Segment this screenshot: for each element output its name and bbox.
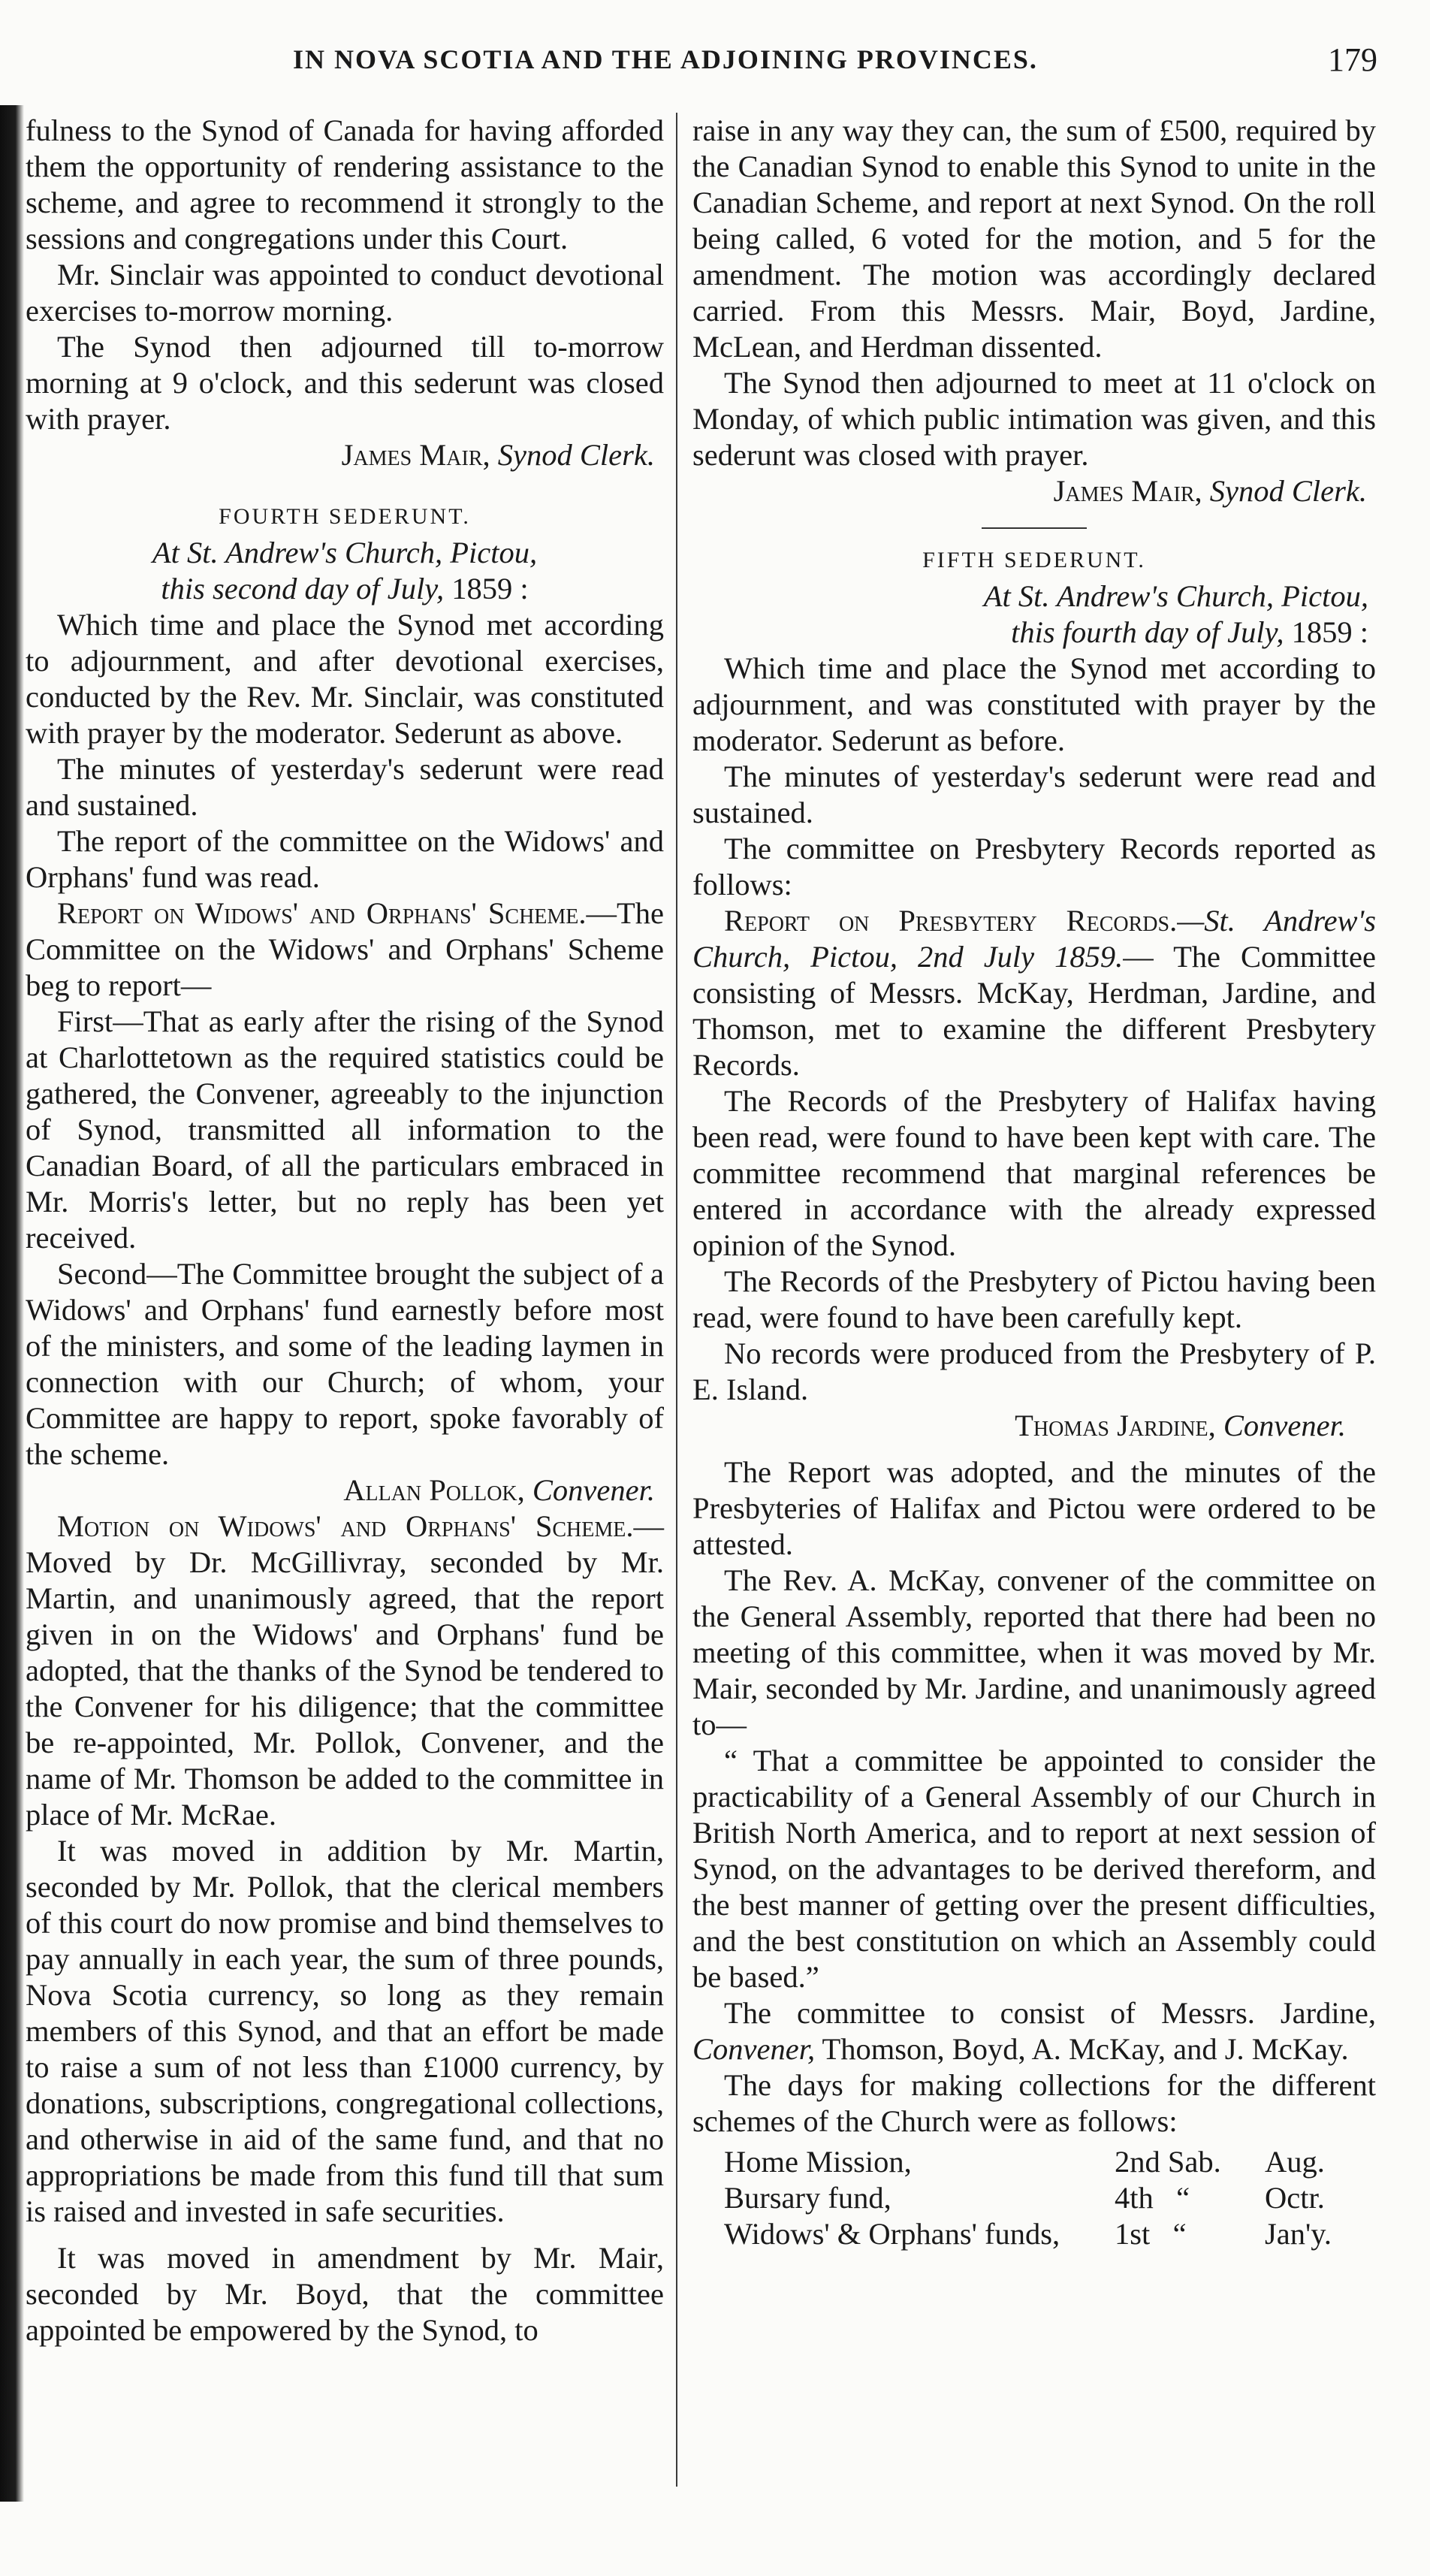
paragraph: The Records of the Presbytery of Pictou having been read, were found to have been carefully kept. [692,1264,1376,1334]
fund-name: Bursary fund, [724,2181,891,2215]
section-heading: FIFTH SEDERUNT. [922,548,1146,572]
paragraph: The minutes of yesterday's sederunt were read and sustained. [692,760,1376,829]
session-place [692,578,1376,651]
signature-title: Convener. [532,1473,655,1507]
paragraph: The Report was adopted, and the minutes of the Presbyteries of Halifax and Pictou were ordered to be attested. [692,1455,1376,1561]
fund-name: Home Mission, [724,2145,912,2179]
paragraph [692,1995,1376,2067]
report-place: —St. Andrew's Church, Pictou, 2nd July 1859. [692,904,1376,974]
paragraph: Which time and place the Synod met according to adjournment, and was constituted with prayer by the moderator. Sederunt as before. [692,651,1376,757]
section-rule [982,527,1087,529]
signature-name: James Mair, [1053,474,1202,508]
place-line: At St. Andrew's Church, Pictou, [983,579,1368,613]
place-year: 1859 : [451,572,529,605]
paragraph-text: Thomson, Boyd, A. McKay, and J. McKay. [822,2032,1349,2066]
place-date: this fourth day of July, [1011,615,1284,649]
collection-day: 2nd Sab. [1115,2145,1221,2179]
report-paragraph [692,903,1376,1083]
paragraph: The Records of the Presbytery of Halifax having been read, were found to have been kept with care. The committee recommend that marginal references be entered in accordance with the already expressed opinion of the Synod. [692,1084,1376,1262]
signature-name: Allan Pollok, [343,1473,525,1507]
signature-name: James Mair, [341,438,490,472]
collection-month: Octr. [1265,2181,1325,2215]
collection-day: 1st “ [1115,2217,1187,2251]
paragraph: The Rev. A. McKay, convener of the committee on the General Assembly, reported that there had been no meeting of this committee, when it was moved by Mr. Mair, seconded by Mr. Jardine, and unanimously agreed to— [692,1563,1376,1741]
paragraph: First—That as early after the rising of the Synod at Charlottetown as the required statistics could be gathered, the Convener, agreeably to the injunction of Synod, transmitted all information to the Canadian Board, of all the particulars embraced in Mr. Morris's letter, but no reply has been yet received. [26,1004,664,1255]
column-divider [676,113,677,2487]
page-number: 179 [1328,41,1377,78]
place-line: At St. Andrew's Church, Pictou, [152,536,538,569]
table-row [692,2216,1332,2252]
paragraph: Mr. Sinclair was appointed to conduct devotional exercises to-morrow morning. [26,258,664,328]
collection-day: 4th “ [1115,2181,1190,2215]
paragraph: The report of the committee on the Widows' and Orphans' fund was read. [26,824,664,894]
report-text: —The Committee on the Widows' and Orphans' Scheme beg to report— [26,896,664,1002]
paragraph: It was moved in amendment by Mr. Mair, seconded by Mr. Boyd, that the committee appointed be empowered by the Synod, to [26,2241,664,2347]
paragraph-text: The committee to consist of Messrs. Jardine, [724,1996,1376,2030]
motion-text: —Moved by Dr. McGillivray, seconded by Mr. Martin, and unanimously agreed, that the report given in on the Widows' and Orphans' fund be adopted, that the thanks of the Synod be tendered to the Convener for his diligence; that the committee be re-appointed, Mr. Pollok, Convener, and the name of Mr. Thomson be added to the committee in place of Mr. McRae. [26,1509,664,1832]
signature-title: Convener. [1223,1409,1346,1442]
signature-title: Synod Clerk. [497,438,655,472]
report-paragraph [26,895,664,1004]
fund-name: Widows' & Orphans' funds, [724,2217,1060,2251]
paragraph: The committee on Presbytery Records reported as follows: [692,832,1376,901]
paragraph: fulness to the Synod of Canada for having afforded them the opportunity of rendering assistance to the scheme, and agree to recommend it strongly to the sessions and congregations under this Court. [26,113,664,255]
session-place [26,535,664,607]
place-date: this second day of July, [161,572,445,605]
signature [26,1472,664,1508]
paragraph: Which time and place the Synod met according to adjournment, and after devotional exercises, conducted by the Rev. Mr. Sinclair, was constituted with prayer by the moderator. Sederunt as above. [26,608,664,750]
table-row [692,2180,1332,2216]
paragraph: The minutes of yesterday's sederunt were read and sustained. [26,752,664,822]
paragraph: No records were produced from the Presbytery of P. E. Island. [692,1336,1376,1406]
binding-shadow [0,105,24,2502]
paragraph: The days for making collections for the different schemes of the Church were as follows: [692,2068,1376,2138]
signature [692,473,1376,509]
right-column [692,113,1376,2252]
table-row [692,2144,1332,2180]
signature [692,1408,1376,1444]
collection-month: Aug. [1265,2145,1325,2179]
signature [26,437,664,473]
paragraph: Second—The Committee brought the subject of a Widows' and Orphans' fund earnestly before most of the ministers, and some of the leading laymen in connection with our Church; of whom, your Committee are happy to report, spoke favorably of the scheme. [26,1257,664,1471]
convener-label: Convener, [692,2032,816,2066]
section-heading: FOURTH SEDERUNT. [219,504,471,529]
report-text: — The Committee consisting of Messrs. McKay, Herdman, Jardine, and Thomson, met to examine the different Presbytery Records. [692,940,1377,1082]
paragraph: It was moved in addition by Mr. Martin, seconded by Mr. Pollok, that the clerical members of this court do now promise and bind themselves to pay annually in each year, the sum of three pounds, Nova Scotia currency, so long as they remain members of this Synod, and that an effort be made to raise a sum of not less than £1000 currency, by donations, subscriptions, congregational collections, and otherwise in aid of the same fund, and that no appropriations be made from this fund till that sum is raised and invested in safe securities. [26,1834,664,2228]
report-heading: Report on Widows' and Orphans' Scheme. [57,896,587,930]
motion-paragraph [26,1508,664,1833]
quoted-resolution: “ That a committee be appointed to consider the practicability of a General Assembly of our Church in British North America, and to report at next session of Synod, on the advantages to be derived thereform, and the best manner of getting over the present difficulties, and the best constitution on which an Assembly could be based.” [692,1744,1376,1994]
motion-heading: Motion on Widows' and Orphans' Scheme. [57,1509,634,1543]
paragraph: raise in any way they can, the sum of £500, required by the Canadian Synod to enable this Synod to unite in the Canadian Scheme, and report at next Synod. On the roll being called, 6 voted for the motion, and 5 for the amendment. The motion was accordingly declared carried. From this Messrs. Mair, Boyd, Jardine, McLean, and Herdman dissented. [692,113,1376,364]
signature-title: Synod Clerk. [1209,474,1367,508]
report-heading: Report on Presbytery Records. [724,904,1178,938]
page-header [0,41,1430,89]
running-title: IN NOVA SCOTIA AND THE ADJOINING PROVINCES. [293,44,1038,74]
collection-month: Jan'y. [1265,2217,1332,2251]
paragraph: The Synod then adjourned to meet at 11 o'clock on Monday, of which public intimation was given, and this sederunt was closed with prayer. [692,366,1376,472]
signature-name: Thomas Jardine, [1015,1409,1216,1442]
left-column [26,113,664,2348]
paragraph: The Synod then adjourned till to-morrow morning at 9 o'clock, and this sederunt was closed with prayer. [26,330,664,436]
place-year: 1859 : [1291,615,1368,649]
collection-schedule [692,2144,1332,2252]
